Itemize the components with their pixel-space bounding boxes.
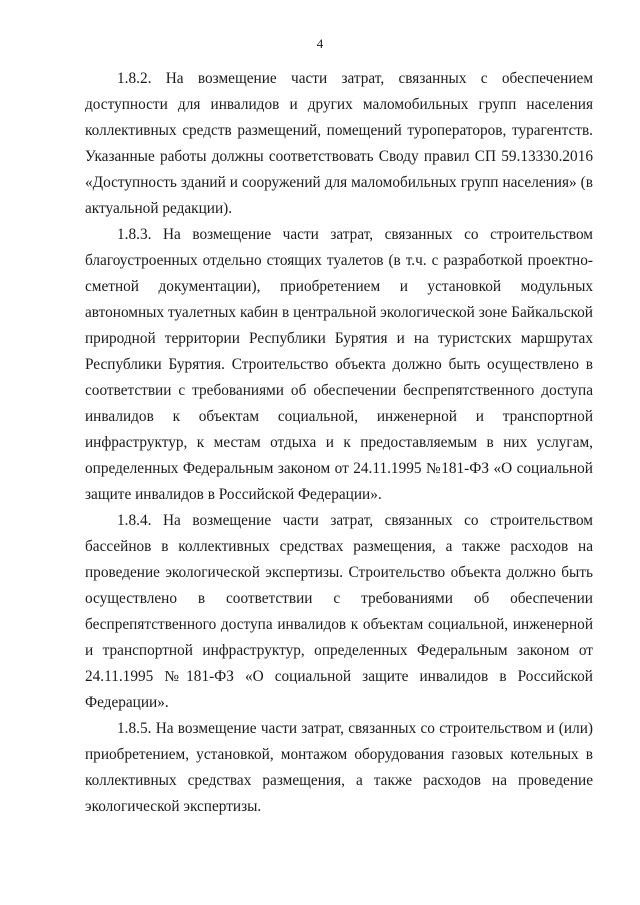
page-number: 4 (316, 36, 324, 51)
paragraph-1-8-3: 1.8.3. На возмещение части затрат, связанных со строительством благоустроенных отдельно стоящих туалетов (в т.ч. с разработкой проектно-сметной документации), приобретением и установкой модульных автономных туалетных кабин в центральной экологической зоне Байкальской природной территории Республики Бурятия и на туристских маршрутах Республики Бурятия. Строительство объекта должно быть осуществлено в соответствии с требованиями об обеспечении беспрепятственного доступа инвалидов к объектам социальной, инженерной и транспортной инфраструктур, к местам отдыха и к предоставляемым в них услугам, определенных Федеральным законом от 24.11.1995 №181-ФЗ «О социальной защите инвалидов в Российской Федерации». (85, 226, 593, 503)
paragraph-1-8-4: 1.8.4. На возмещение части затрат, связанных со строительством бассейнов в коллективных средствах размещения, а также расходов на проведение экологической экспертизы. Строительство объекта должно быть осуществлено в соответствии с требованиями об обеспечении беспрепятственного доступа инвалидов к объектам социальной, инженерной и транспортной инфраструктур, определенных Федеральным законом от 24.11.1995 №181-ФЗ «О социальной защите инвалидов в Российской Федерации». (85, 512, 593, 711)
paragraph-1-8-5: 1.8.5. На возмещение части затрат, связанных со строительством и (или) приобретением, установкой, монтажом оборудования газовых котельных в коллективных средствах размещения, а также расходов на проведение экологической экспертизы. (85, 720, 593, 815)
paragraph-1-8-2: 1.8.2. На возмещение части затрат, связанных с обеспечением доступности для инвалидов и других маломобильных групп населения коллективных средств размещений, помещений туроператоров, турагентств. Указанные работы должны соответствовать Своду правил СП 59.13330.2016 «Доступность зданий и сооружений для маломобильных групп населения» (в актуальной редакции). (85, 70, 593, 217)
document-body (85, 66, 593, 820)
